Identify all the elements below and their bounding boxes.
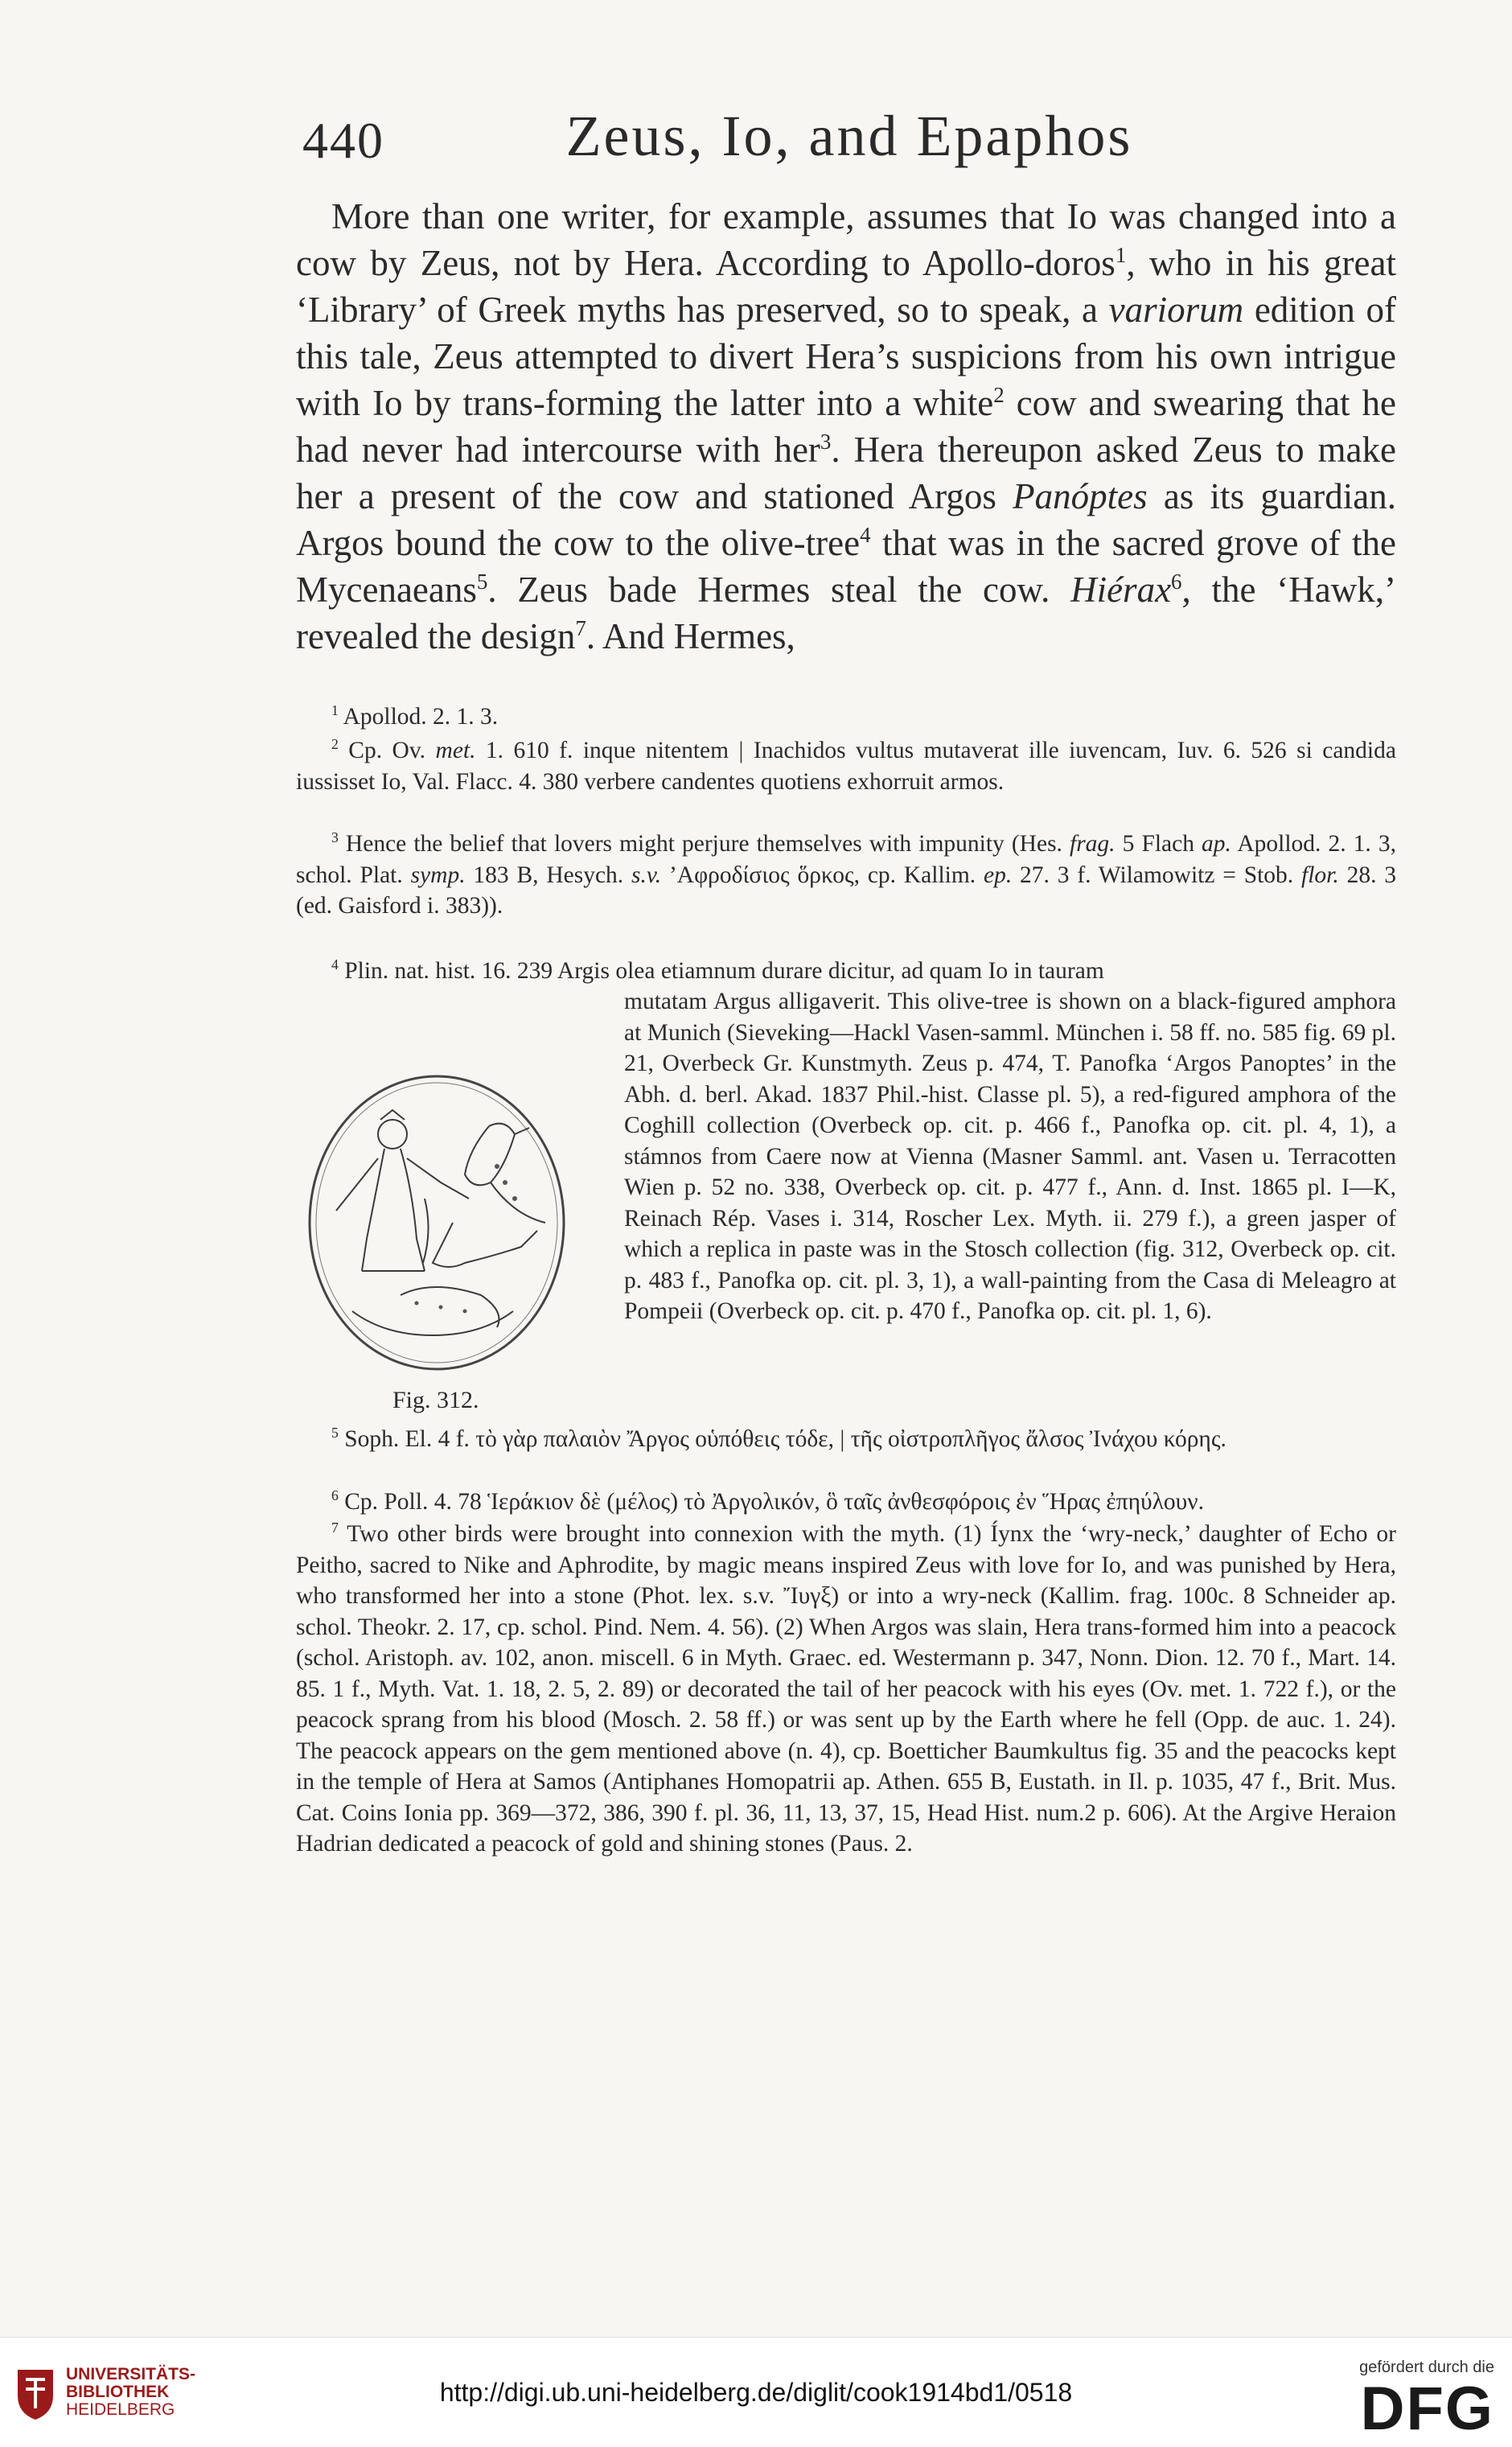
page-header [302,103,1396,183]
footnote-4: $^4$ Plin. nat. hist. 16. 239 Argis olea etiamnum durare dicitur, ad quam Io in tauram [331,956,1104,984]
footnote-4-wrap: mutatam Argus alligaverit. This olive-tree is shown on a black-figured amphora at Munich (Sieveking—Hackl Vasen-samml. München i. 58 ff. no. 585 fig. 69 pl. 21, Overbeck Gr. Kunstmyth. Zeus p. 474, T. Panofka ‘Argos Panoptes’ in the Abh. d. berl. Akad. 1837 Phil.-hist. Classe pl. 5), a red-figured amphora of the Coghill collection (Overbeck op. cit. p. 466 f., Panofka op. cit. pl. 4, 1), a stámnos from Caere now at Vienna (Masner Samml. ant. Vasen u. Terracotten Wien p. 52 no. 338, Overbeck op. cit. p. 477 f., Ann. d. Inst. 1865 pl. I—K, Reinach Rép. Vases i. 314, Roscher Lex. Myth. ii. 279 f.), a green jasper of which a replica in paste was in the Stosch collection (fig. 312, Overbeck op. cit. p. 483 f., Panofka op. cit. pl. 3, 1), a wall-painting from the Casa di Meleagro at Pompeii (Overbeck op. cit. p. 470 f., Panofka op. cit. pl. 1, 6). [624,989,1396,1324]
footnote-5: $^5$ Soph. El. 4 f. τὸ γὰρ παλαιὸν Ἄργος οὑπόθεις τόδε, | τῆς οἰστροπλῆγος ἄλσος Ἰνάχου κόρης. [331,1425,1226,1452]
uni-line-3: HEIDELBERG [66,2400,175,2419]
footnote-3: $^3$ Hence the belief that lovers might perjure themselves with impunity (Hes. frag. 5 Flach ap. Apollod. 2. 1. 3, schol. Plat. symp. 183 B, Hesych. s.v. ’Αφροδίσιος ὅρκος, cp. Kallim. ep. 27. 3 f. Wilamowitz = Stob. flor. 28. 3 (ed. Gaisford i. 383)). [296,829,1397,919]
footnote-1: $^1$ Apollod. 2. 1. 3. [331,702,499,730]
digitization-footer [0,2337,1512,2447]
dfg-funding-logo[interactable] [1359,2359,1494,2441]
dfg-wordmark: DFG [1360,2375,1494,2443]
page-url-link[interactable]: http://digi.ub.uni-heidelberg.de/diglit/cook1914bd1/0518 [439,2378,1073,2407]
footnote-2: $^2$ Cp. Ov. met. 1. 610 f. inque nitentem | Inachidos vultus mutaverat ille iuvencam, Iuv. 6. 526 si candida iussisset Io, Val. Flacc. 4. 380 verbere candentes quotiens exhorruit armos. [296,736,1396,795]
gem-engraving-figure [304,1070,569,1376]
uni-line-1: UNIVERSITÄTS- [66,2365,196,2383]
funded-by-text: gefördert durch die [1359,2359,1494,2376]
footnote-6: $^6$ Cp. Poll. 4. 78 Ἱεράκιον δὲ (μέλος) τὸ Ἀργολικόν, ὃ ταῖς ἀνθεσφόροις ἐν Ἥρας ἐπηύλουν. [331,1487,1204,1515]
main-paragraph: More than one writer, for example, assumes that Io was changed into a cow by Zeus, not by Hera. According to Apollo-doros$^1$, who in his great ‘Library’ of Greek myths has preserved, so to speak, a variorum edition of this tale, Zeus attempted to divert Hera’s suspicions from his own intrigue with Io by trans-forming the latter into a white$^2$ cow and swearing that he had never had intercourse with her$^3$. Hera thereupon asked Zeus to make her a present of the cow and stationed Argos Panóptes as its guardian. Argos bound the cow to the olive-tree$^4$ that was in the sacred grove of the Mycenaeans$^5$. Zeus bade Hermes steal the cow. Hiérax$^6$, the ‘Hawk,’ revealed the design$^7$. And Hermes, [296,196,1397,656]
uni-line-2: BIBLIOTHEK [66,2383,170,2401]
figure-caption: Fig. 312. [392,1387,479,1413]
page-number: 440 [302,112,384,169]
footnote-7: $^7$ Two other birds were brought into connexion with the myth. (1) Íynx the ‘wry-neck,’ daughter of Echo or Peitho, sacred to Nike and Aphrodite, by magic means inspired Zeus with love for Io, and was punished by Hera, who transformed her into a stone (Phot. lex. s.v. Ἴυγξ) or into a wry-neck (Kallim. frag. 100c. 8 Schneider ap. schol. Theokr. 2. 17, cp. schol. Pind. Nem. 4. 56). (2) When Argos was slain, Hera trans-formed him into a peacock (schol. Aristoph. av. 102, anon. miscell. 6 in Myth. Graec. ed. Westermann p. 347, Nonn. Dion. 12. 70 f., Mart. 14. 85. 1 f., Myth. Vat. 1. 18, 2. 5, 2. 89) or decorated the tail of her peacock with his eyes (Ov. met. 1. 722 f.), or the peacock sprang from his blood (Mosch. 2. 58 ff.) or was sent up by the Earth where he fell (Opp. de auc. 1. 24). The peacock appears on the gem mentioned above (n. 4), cp. Boetticher Baumkultus fig. 35 and the peacocks kept in the temple of Hera at Samos (Antiphanes Homopatrii ap. Athen. 655 B, Eustath. in Il. p. 1035, 47 f., Brit. Mus. Cat. Coins Ionia pp. 369—372, 386, 390 f. pl. 36, 11, 13, 37, 15, Head Hist. num.2 p. 606). At the Argive Heraion Hadrian dedicated a peacock of gold and shining stones (Paus. 2. [296,1520,1396,1857]
running-title: Zeus, Io, and Epaphos [565,104,1133,168]
